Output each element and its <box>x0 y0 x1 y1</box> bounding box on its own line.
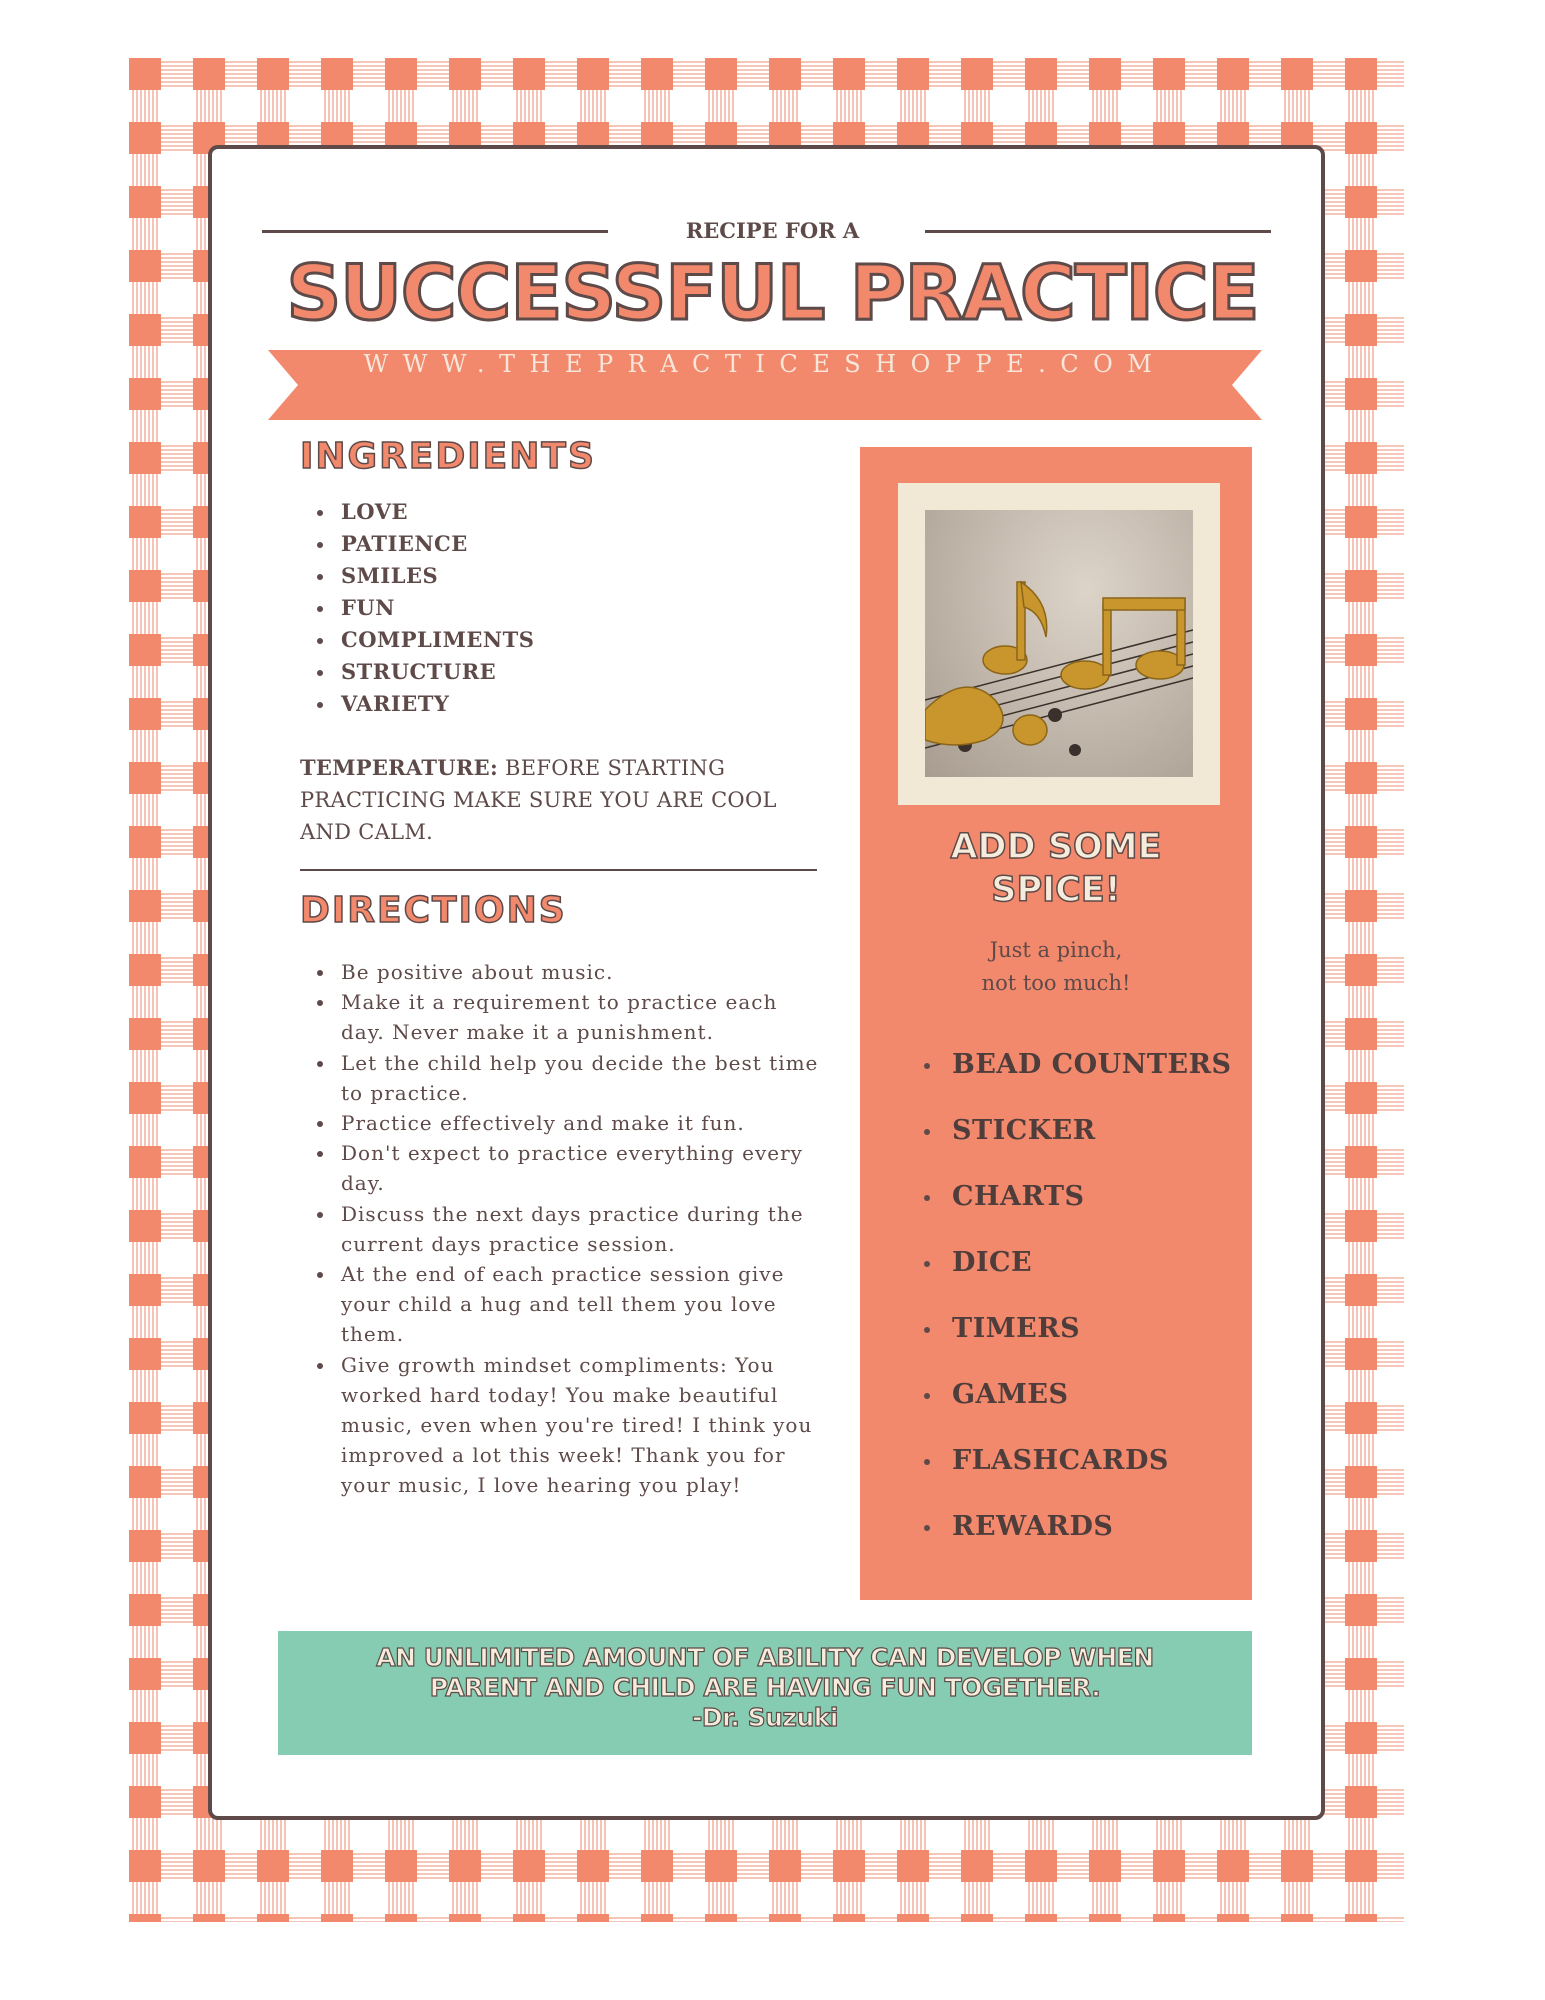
ingredients-heading: INGREDIENTS <box>300 436 596 477</box>
list-item: Let the child help you decide the best time to practice. <box>341 1048 821 1108</box>
list-item: VARIETY <box>341 688 534 720</box>
list-item: SMILES <box>341 560 534 592</box>
music-notes-icon <box>925 510 1193 777</box>
list-item: At the end of each practice session give your child a hug and tell them you love them. <box>341 1259 821 1350</box>
music-notes-photo <box>925 510 1193 777</box>
temperature-label: TEMPERATURE: <box>300 755 499 780</box>
section-divider <box>300 869 817 871</box>
list-item: FLASHCARDS <box>952 1443 1232 1509</box>
list-item: BEAD COUNTERS <box>952 1047 1232 1113</box>
list-item: TIMERS <box>952 1311 1232 1377</box>
list-item: FUN <box>341 592 534 624</box>
spice-list <box>952 1047 1232 1575</box>
list-item: PATIENCE <box>341 528 534 560</box>
list-item: STICKER <box>952 1113 1232 1179</box>
list-item: CHARTS <box>952 1179 1232 1245</box>
list-item: DICE <box>952 1245 1232 1311</box>
quote-author: -Dr. Suzuki <box>692 1703 838 1732</box>
website-link[interactable]: WWW.THEPRACTICESHOPPE.COM <box>363 350 1167 378</box>
list-item: Make it a requirement to practice each day. Never make it a punishment. <box>341 987 821 1047</box>
list-item: Don't expect to practice everything every day. <box>341 1138 821 1198</box>
spice-subtitle <box>860 934 1252 1000</box>
ingredients-list <box>341 496 534 720</box>
list-item: LOVE <box>341 496 534 528</box>
list-item: GAMES <box>952 1377 1232 1443</box>
list-item: Be positive about music. <box>341 957 821 987</box>
list-item: COMPLIMENTS <box>341 624 534 656</box>
quote-line: PARENT AND CHILD ARE HAVING FUN TOGETHER. <box>429 1673 1101 1702</box>
temperature-note <box>300 752 820 848</box>
list-item: Give growth mindset compliments: You worked hard today! You make beautiful music, even when you're tired! I think you improved a lot this week! Thank you for your music, I love hearing you play! <box>341 1350 821 1501</box>
list-item: STRUCTURE <box>341 656 534 688</box>
quote-line: AN UNLIMITED AMOUNT OF ABILITY CAN DEVELOP WHEN <box>376 1643 1154 1672</box>
list-item: Discuss the next days practice during the current days practice session. <box>341 1199 821 1259</box>
spice-subtitle-line1: Just a pinch, <box>989 938 1123 962</box>
recipe-kicker: RECIPE FOR A <box>685 218 860 243</box>
quote-box <box>278 1631 1252 1755</box>
list-item: REWARDS <box>952 1509 1232 1575</box>
spice-subtitle-line2: not too much! <box>981 971 1131 995</box>
directions-list <box>341 957 821 1501</box>
list-item: Practice effectively and make it fun. <box>341 1108 821 1138</box>
page-title: SUCCESSFUL PRACTICE <box>286 248 1259 337</box>
temperature-text: BEFORE STARTING PRACTICING MAKE SURE YOU ARE COOL AND CALM. <box>300 756 777 844</box>
directions-heading: DIRECTIONS <box>300 890 567 931</box>
spice-heading: ADD SOME SPICE! <box>950 827 1162 910</box>
